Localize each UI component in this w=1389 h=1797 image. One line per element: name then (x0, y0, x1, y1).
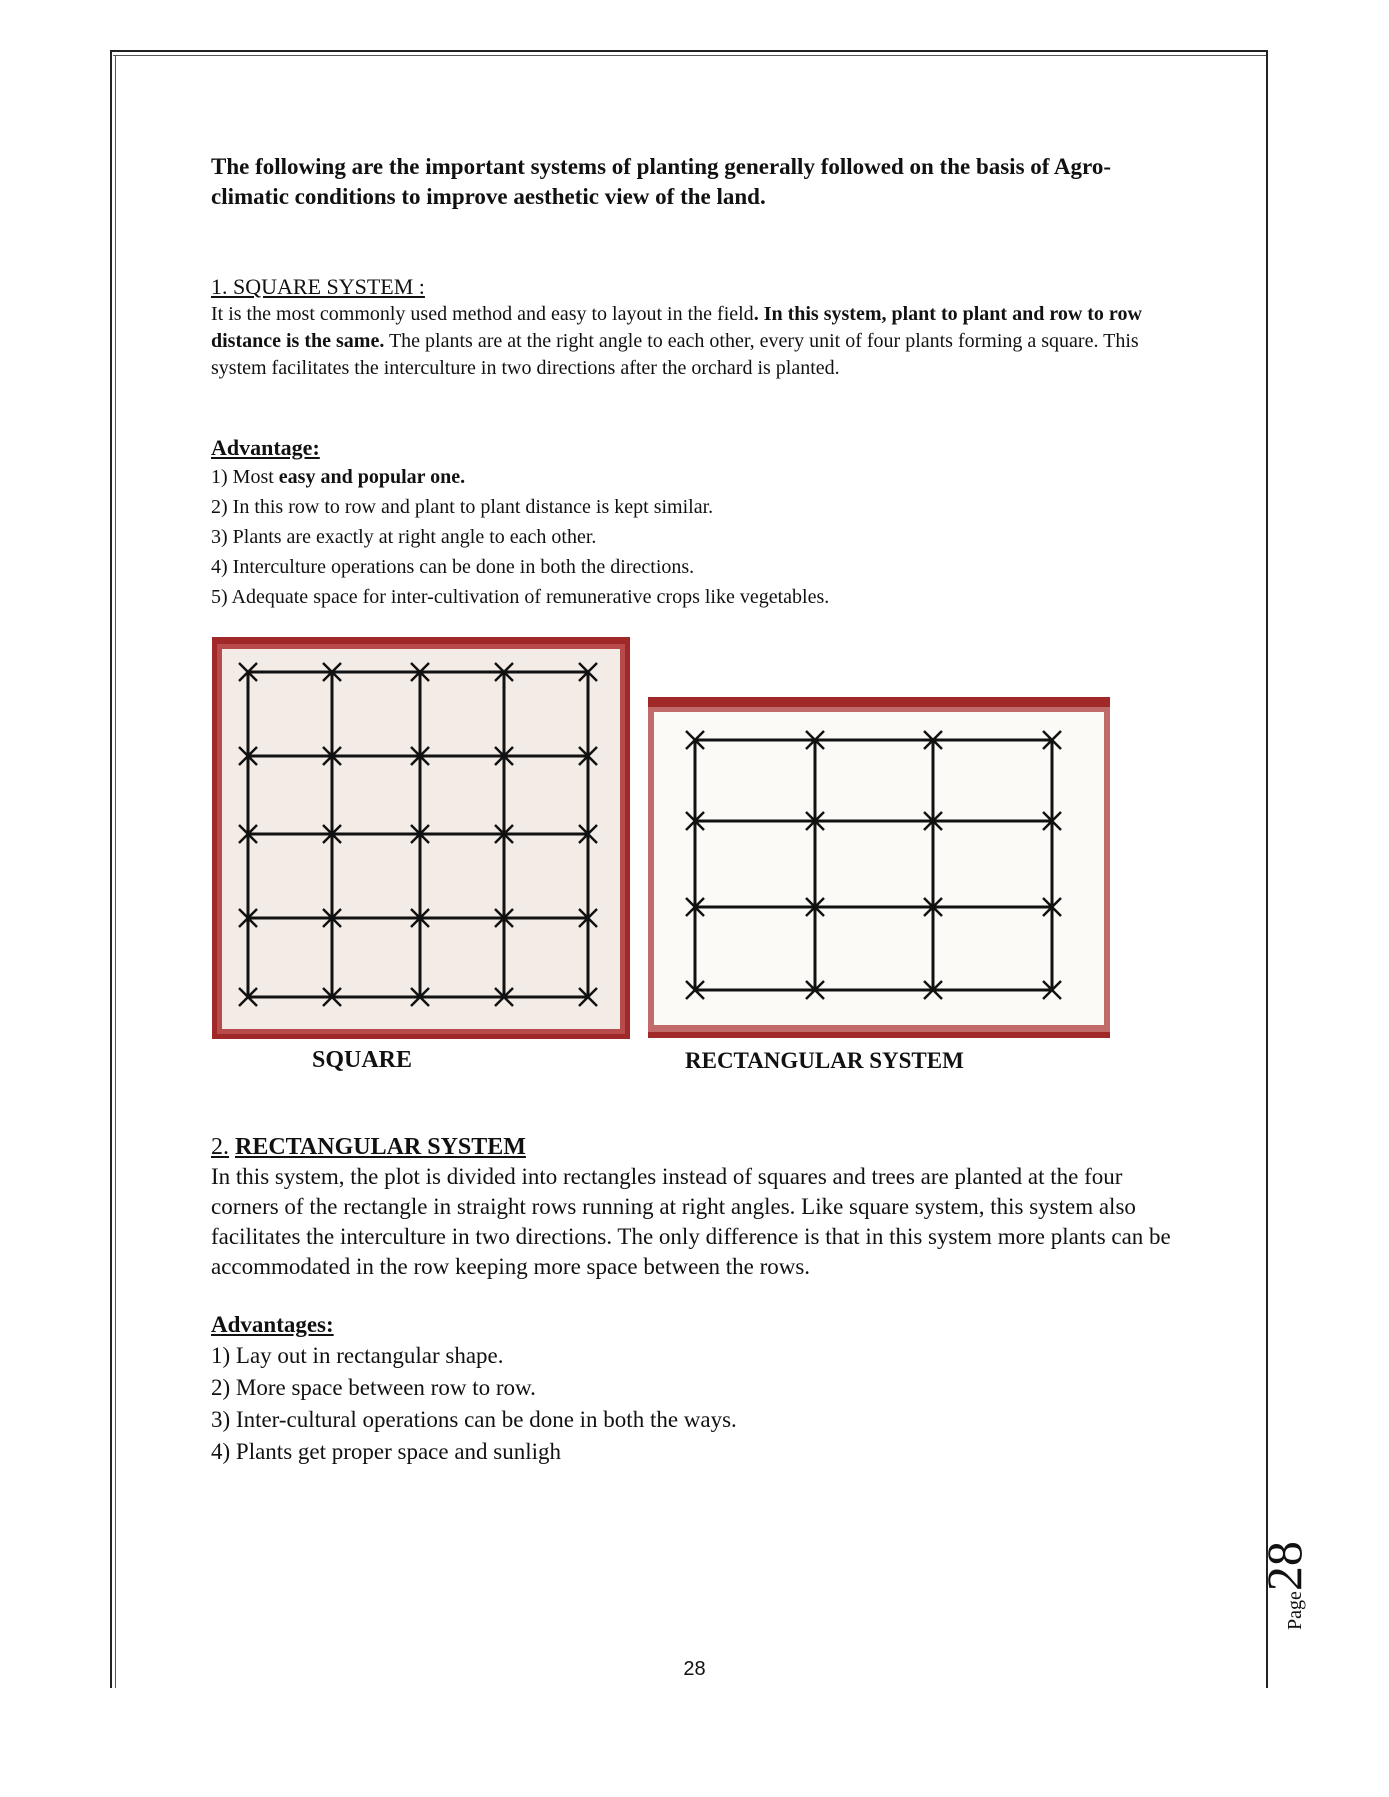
list-item: 5) Adequate space for inter-cultivation of remunerative crops like vegetables. (211, 586, 830, 608)
list-item: 3) Plants are exactly at right angle to each other. (211, 526, 597, 548)
rectangular-advantage-heading: Advantages: (211, 1312, 334, 1337)
rectangular-caption: RECTANGULAR SYSTEM (685, 1048, 964, 1073)
list-item: 4) Interculture operations can be done in both the directions. (211, 556, 695, 578)
list-item: 1) Lay out in rectangular shape. (211, 1343, 504, 1368)
list-item: 2) More space between row to row. (211, 1375, 536, 1400)
square-system-heading: 1. SQUARE SYSTEM : (211, 274, 425, 299)
frame-right-line (1266, 50, 1268, 1688)
square-system-section (211, 273, 1191, 382)
list-item-text: 1) Most (211, 466, 279, 488)
list-item: 3) Inter-cultural operations can be done in both the ways. (211, 1407, 737, 1432)
rectangular-system-heading (211, 1132, 1191, 1162)
page-number: 28 (683, 1658, 706, 1680)
square-para-start: It is the most commonly used method and easy to layout in the field (211, 303, 754, 325)
side-page-word: Page (1284, 1591, 1306, 1630)
frame-top-line-inner (113, 55, 1268, 56)
list-item-bold: easy and popular one. (278, 466, 466, 488)
side-page-number: 28 (1256, 1541, 1312, 1592)
square-system-diagram (212, 637, 630, 1039)
square-system-paragraph (211, 301, 1186, 382)
list-item: 2) In this row to row and plant to plant distance is kept similar. (211, 496, 714, 518)
rectangular-heading-number: 2. (211, 1134, 229, 1160)
intro-paragraph: The following are the important systems of planting generally followed on the basis of Agro-climatic conditions to improve aesthetic view of the land. (211, 154, 1111, 209)
side-page-label (1255, 1500, 1325, 1630)
list-item (211, 462, 1191, 492)
square-advantage-heading: Advantage: (211, 435, 320, 460)
frame-left-line (110, 50, 112, 1688)
square-advantages (211, 434, 1191, 612)
square-para-end: The plants are at the right angle to each other, every unit of four plants forming a square. This system facilitates the interculture in two directions after the orchard is planted. (211, 330, 1139, 379)
rectangular-system-section (211, 1132, 1191, 1282)
rectangular-advantage-list (211, 1340, 1191, 1468)
list-item: 4) Plants get proper space and sunligh (211, 1439, 562, 1464)
frame-left-line-inner (115, 55, 116, 1688)
rectangular-heading-text: RECTANGULAR SYSTEM (235, 1134, 526, 1160)
rectangular-advantages (211, 1310, 1191, 1468)
square-advantage-list (211, 462, 1191, 612)
square-caption: SQUARE (312, 1047, 413, 1073)
square-para-bold: . In this system, plant to plant and row to row distance is the same. (211, 303, 1142, 352)
rectangular-system-paragraph: In this system, the plot is divided into rectangles instead of squares and trees are planted at the four corners of the rectangle in straight rows running at right angles. Like square system, this system also facilitates the interculture in two directions. The only difference is that in this system more plants can be accommodated in the row keeping more space between the rows. (211, 1164, 1171, 1279)
frame-top-line (110, 50, 1268, 52)
rectangular-system-diagram (648, 697, 1110, 1038)
